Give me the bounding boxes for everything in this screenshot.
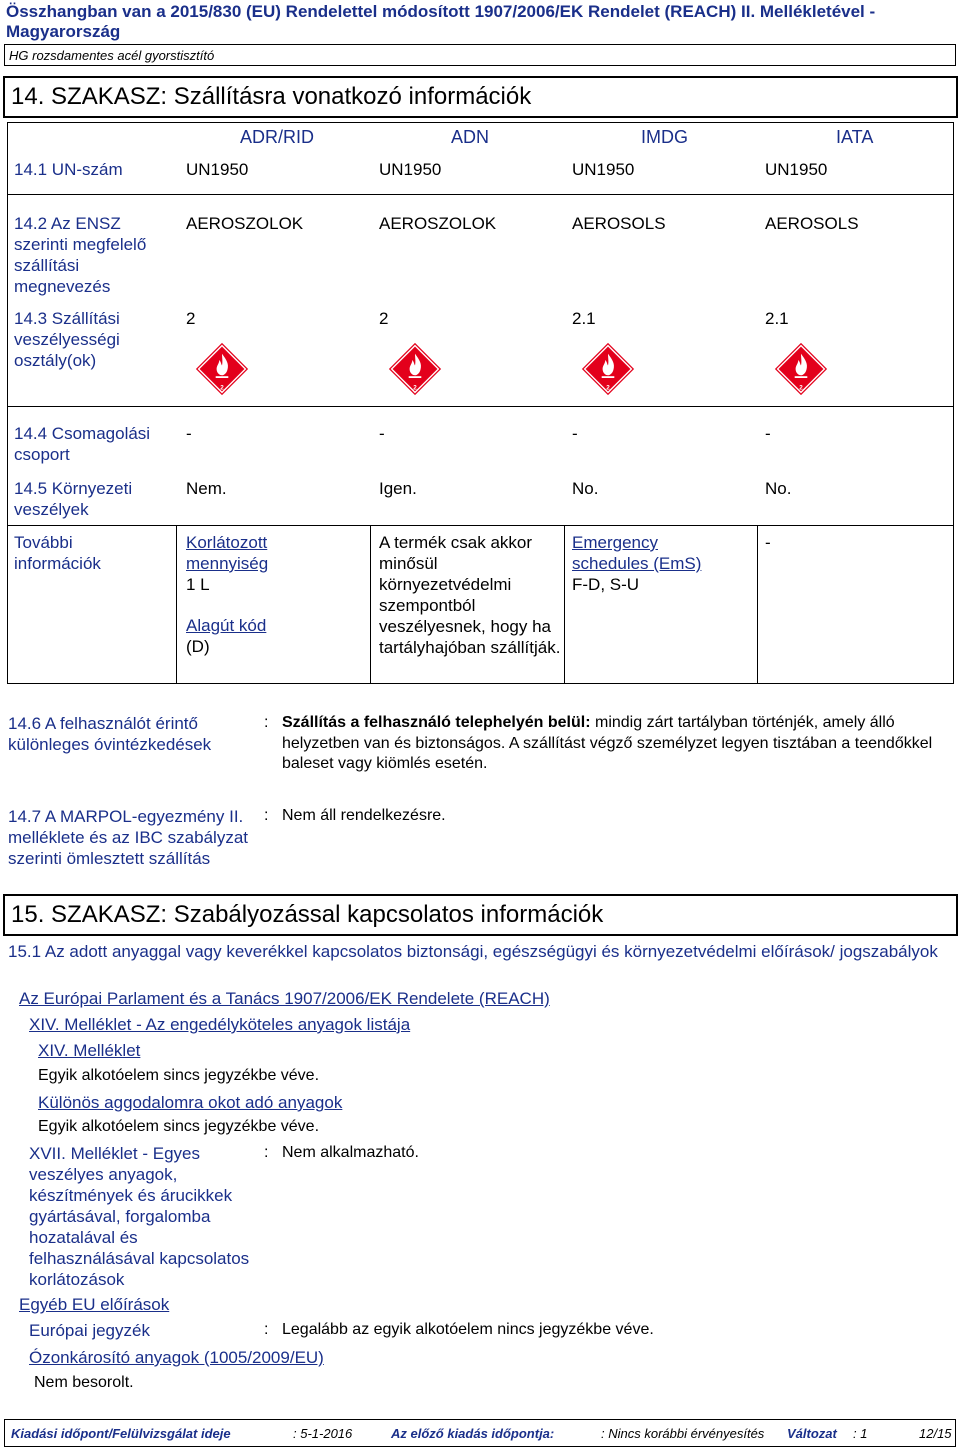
colon: : [264, 714, 269, 731]
special-precautions-body: mindig zárt tartályban történjék, amely álló helyzetben van és biztonságos. A szállítást végző személyzet legyen tisztában a teendőkkel baleset vagy kiömlés esetén. [282, 714, 933, 772]
env-hazard-iata: No. [765, 479, 792, 498]
env-hazard-imdg: No. [572, 479, 599, 498]
class-number-label: 2 [220, 384, 224, 392]
regulations-heading: 15.1 Az adott anyaggal vagy keverékkel kapcsolatos biztonsági, egészségügyi és környezetvédelmi előírások/ jogszabályok [8, 942, 938, 961]
colon: : [264, 807, 269, 824]
column-divider [176, 525, 177, 684]
un-number-label: 14.1 UN-szám [14, 160, 123, 179]
adn-additional-text: A termék csak akkor minősül környezetvédelmi szempontból veszélyesnek, hogy ha tartályhajóban szállítják. [379, 533, 561, 657]
packing-group-adn: - [379, 424, 385, 443]
shipping-name-adn: AEROSZOLOK [379, 214, 497, 233]
annex-xvii-label: XVII. Melléklet - Egyes veszélyes anyagok, készítmények és árucikkek gyártásával, forgalomba hozatalával és felhasználásával kapcsolatos korlátozások [29, 1144, 250, 1289]
un-number-adn: UN1950 [379, 160, 442, 179]
hazard-class-imdg: 2.1 [572, 309, 596, 328]
un-number-iata: UN1950 [765, 160, 828, 179]
ems-title: Emergency schedules (EmS) [572, 533, 702, 573]
annex-xiv-text: Egyik alkotóelem sincs jegyzékbe véve. [38, 1067, 320, 1084]
issue-date-label: Kiadási időpont/Felülvizsgálat ideje [11, 1426, 231, 1441]
ems-value: F-D, S-U [572, 575, 640, 594]
marpol-value: Nem áll rendelkezésre. [282, 807, 446, 824]
packing-group-imdg: - [572, 424, 578, 443]
limited-quantity-title: Korlátozott mennyiség [186, 533, 269, 573]
class-number-label: 2 [606, 384, 610, 392]
row-divider [7, 406, 954, 407]
special-precautions-bold: Szállítás a felhasználó telephelyén belül: [282, 714, 591, 731]
shipping-name-adr: AEROSZOLOK [186, 214, 304, 233]
colon: : [264, 1321, 269, 1338]
column-divider [564, 525, 565, 684]
section-15-title: 15. SZAKASZ: Szabályozással kapcsolatos információk [3, 894, 958, 936]
ozone-link[interactable]: Ózonkárosító anyagok (1005/2009/EU) [29, 1348, 324, 1367]
special-precautions-label: 14.6 A felhasználót érintő különleges óvintézkedések [8, 714, 212, 754]
document-header-title: Összhangban van a 2015/830 (EU) Rendelettel módosított 1907/2006/EK Rendelet (REACH) II. Mellékletével - Magyarország [6, 2, 876, 41]
section-14-title: 14. SZAKASZ: Szállításra vonatkozó információk [3, 76, 958, 118]
env-hazard-adr: Nem. [186, 479, 227, 498]
other-eu-regulations-link[interactable]: Egyéb EU előírások [19, 1295, 170, 1314]
hazard-class-iata: 2.1 [765, 309, 789, 328]
col-header-imdg: IMDG [641, 127, 688, 147]
row-divider [7, 525, 954, 526]
svhc-link[interactable]: Különös aggodalomra okot adó anyagok [38, 1093, 343, 1112]
reach-link[interactable]: Az Európai Parlament és a Tanács 1907/2006/EK Rendelete (REACH) [19, 989, 550, 1008]
special-precautions-text [282, 713, 950, 775]
annex-xiv-link[interactable]: XIV. Melléklet [38, 1041, 141, 1060]
row-divider [7, 194, 954, 195]
previous-issue-value: : Nincs korábbi érvényesítés [601, 1426, 765, 1441]
shipping-name-label: 14.2 Az ENSZ szerinti megfelelő szállítási megnevezés [14, 214, 147, 296]
limited-quantity-value: 1 L [186, 575, 210, 594]
col-header-adn: ADN [451, 127, 490, 147]
packing-group-iata: - [765, 424, 771, 443]
svhc-text: Egyik alkotóelem sincs jegyzékbe véve. [38, 1118, 320, 1135]
un-number-imdg: UN1950 [572, 160, 635, 179]
flammable-gas-pictogram-icon [774, 342, 828, 396]
tunnel-code-title: Alagút kód [186, 616, 267, 635]
class-number-label: 2 [799, 384, 803, 392]
flammable-gas-pictogram-icon [581, 342, 635, 396]
tunnel-code-value: (D) [186, 637, 210, 656]
iata-additional-value: - [765, 533, 771, 552]
class-number-label: 2 [413, 384, 417, 392]
shipping-name-imdg: AEROSOLS [572, 214, 666, 233]
column-divider [757, 525, 758, 684]
annex-xiv-list-link[interactable]: XIV. Melléklet - Az engedélyköteles anyagok listája [29, 1015, 411, 1034]
annex-xvii-value: Nem alkalmazható. [282, 1144, 419, 1161]
flammable-gas-pictogram-icon [195, 342, 249, 396]
issue-date-value: : 5-1-2016 [293, 1426, 353, 1441]
col-header-iata: IATA [836, 127, 874, 147]
marpol-label: 14.7 A MARPOL-egyezmény II. melléklete és az IBC szabályzat szerinti ömlesztett szállítás [8, 807, 248, 868]
hazard-class-label: 14.3 Szállítási veszélyességi osztály(ok) [14, 309, 120, 370]
hazard-class-adn: 2 [379, 309, 389, 328]
shipping-name-iata: AEROSOLS [765, 214, 859, 233]
column-divider [370, 525, 371, 684]
packing-group-adr: - [186, 424, 192, 443]
flammable-gas-pictogram-icon [388, 342, 442, 396]
un-number-adr: UN1950 [186, 160, 249, 179]
col-header-adr: ADR/RID [240, 127, 315, 147]
page-footer [4, 1419, 956, 1447]
version-label: Változat [787, 1426, 837, 1441]
ozone-value: Nem besorolt. [34, 1374, 134, 1391]
env-hazard-adn: Igen. [379, 479, 417, 498]
colon: : [264, 1144, 269, 1161]
european-inventory-value: Legalább az egyik alkotóelem nincs jegyzékbe véve. [282, 1321, 654, 1338]
environmental-hazards-label: 14.5 Környezeti veszélyek [14, 479, 133, 519]
version-value: : 1 [853, 1426, 868, 1441]
hazard-class-adr: 2 [186, 309, 196, 328]
previous-issue-label: Az előző kiadás időpontja: [391, 1426, 555, 1441]
additional-info-label: További információk [14, 533, 101, 573]
european-inventory-label: Európai jegyzék [29, 1321, 150, 1340]
page-number: 12/15 [919, 1426, 952, 1441]
packing-group-label: 14.4 Csomagolási csoport [14, 424, 151, 464]
product-name: HG rozsdamentes acél gyorstisztító [4, 44, 956, 66]
